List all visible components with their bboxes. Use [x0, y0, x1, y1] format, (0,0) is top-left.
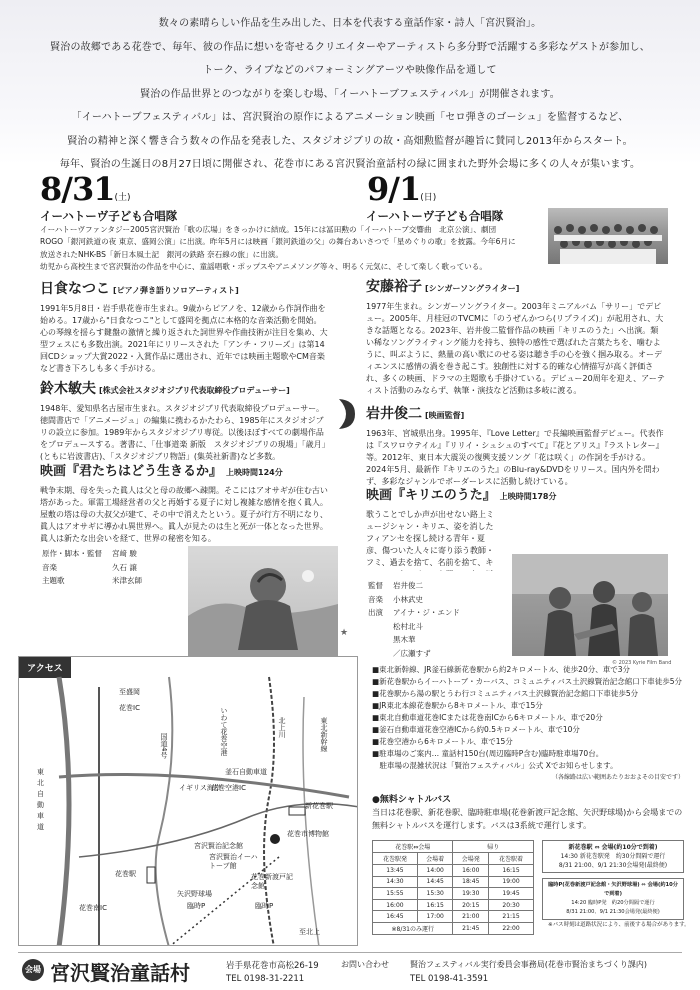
guest-ando — [366, 276, 666, 409]
intro-text — [18, 12, 682, 177]
timetable-cell: 15:55 — [373, 888, 418, 900]
timetable-cell: 19:00 — [489, 876, 534, 888]
movie-title: 映画『キリエのうた』 上映時間178分 — [366, 488, 557, 503]
intro-line: 数々の素晴らしい作品を生み出した、日本を代表する童話作家・詩人「宮沢賢治」。 — [158, 18, 542, 29]
venue-address: 岩手県花巻市高松26-19 — [226, 961, 319, 971]
timetable-cell: 16:15 — [417, 899, 453, 911]
timetable-cell: 17:00 — [417, 911, 453, 923]
timetable-cell: 22:00 — [489, 922, 534, 934]
timetable-cell: 14:00 — [417, 865, 453, 877]
map-label: 花巻新渡戸記念館 — [251, 873, 293, 890]
station-shinhanamaki — [289, 807, 305, 815]
movie-synopsis: 戦争末期、母を失った眞人は父と母の故郷へ疎開。そこにはアオサギが住む古い塔があった。軍需工場経営者の父と再婚する夏子に対し複雑な感情を抱く眞人。屋敷の塔は母の大叔父が建て、その中で消えたという。夏子が行方不明になり、眞人はアオサギに導かれ異世界へ。眞人が見たのは生と死が一体となった世界。眞人は新たな出会いを経て、世界の秘密を知る。 — [40, 486, 328, 543]
access-label: アクセス — [19, 657, 71, 678]
credit-name: ／広瀬すず — [393, 648, 431, 658]
venue-name: 宮沢賢治童話村 — [50, 961, 190, 985]
direction-item: ■新花巻駅からイーハトーブ・カーバス、コミュニティバス土沢線賢治記念館口下車徒歩5分 — [372, 677, 683, 686]
timetable-cell: 13:45 — [373, 865, 418, 877]
intro-line: 「イーハトーブフェスティバル」は、宮沢賢治の原作によるアニメーション映画「セロ弾きのゴーシュ」を監督するなど、 — [71, 112, 629, 123]
credit-role — [368, 634, 391, 646]
movie-title: 映画『君たちはどう生きるか』 上映時間124分 — [40, 464, 283, 479]
route-title: 臨時P(花巻新渡戸記念館・矢沢野球場) ⇔ 会場(約10分で到着) — [548, 882, 678, 897]
map-label: 花巻南IC — [79, 904, 107, 912]
choir-line: 幼児から高校生まで宮沢賢治の作品を中心に、童謡唱歌・ポップスやアニメソング等々、明るく元気に、そして楽しく歌っている。 — [40, 262, 487, 272]
map-label: イギリス海岸 — [179, 784, 221, 792]
direction-item: ■東北新幹線、JR釜石線新花巻駅から約2キロメートル、徒歩20分、車で3分 — [372, 665, 630, 674]
direction-item: 駐車場の混雑状況は「賢治フェスティバル」公式 Xでお知らせします。 — [372, 761, 618, 770]
intro-line: 賢治の故郷である花巻で、毎年、彼の作品に想いを寄せるクリエイターやアーティストら多分野で活躍する多彩なゲストが参加し、 — [50, 41, 650, 53]
day2-choir-title: イーハトーヴ子ども合唱隊 — [366, 209, 504, 223]
credit-role: 音楽 — [42, 562, 57, 572]
intro-line: 毎年、賢治の生誕日の8月27日頃に開催され、花巻市にある宮沢賢治童話村の緑に囲まれた野外会場に多くの人々が集います。 — [59, 159, 641, 170]
timetable-cell: 20:30 — [489, 899, 534, 911]
map-label: 矢沢野球場 — [177, 890, 212, 898]
choir-description — [40, 224, 516, 274]
timetable-cell: 14:30 — [373, 876, 418, 888]
day1-date: 8/31(土) — [40, 170, 131, 208]
intro-line: 賢治の精神と深く響き合う数々の作品を発表した、スタジオジブリの故・高畑勲監督が趣旨に賛同し2013年からスタート。 — [67, 135, 633, 147]
shuttle-description: 当日は花巻駅、新花巻駅、臨時駐車場(花巻新渡戸記念館、矢沢野球場)から会場までの無料シャトルバスを運行します。バスは3系統で運行します。 — [372, 808, 683, 830]
venue-badge: 会場 — [22, 959, 44, 981]
timetable-cell: 21:00 — [453, 911, 489, 923]
guest-name: 日食なつこ [ピアノ弾き語りソロアーティスト] — [40, 281, 239, 297]
timetable-cell: 19:45 — [489, 888, 534, 900]
map-label: 東北新幹線 — [320, 717, 328, 752]
movie2-copyright: © 2023 Kyrie Film Band — [612, 660, 672, 666]
intro-line: トーク、ライブなどのパフォーミングアーツや映像作品を通して — [203, 65, 497, 76]
timetable-cell: 21:15 — [489, 911, 534, 923]
venue-marker — [270, 834, 280, 844]
credit-role: 原作・脚本・監督 — [42, 549, 102, 558]
map-label: 釜石自動車道 — [225, 768, 267, 776]
guest-bio: 1963年、宮城県出身。1995年、『Love Letter』で長編映画監督デビュー。代表作は『スワロウテイル』『リリイ・シュシュのすべて』『花とアリス』『ラストレター』等。2012年、東日本大震災の復興支援ソング「花は咲く」の作詞を手がける。2024年5月、最新作『キリエのうた』のBlu-ray&DVDをリリース。国内外を問わず、多彩なジャンルでボーダーレスに活動し続けている。 — [366, 429, 664, 486]
shuttle-route-parking — [542, 878, 684, 920]
inquiry-label: お問い合わせ — [341, 960, 389, 969]
footer — [18, 952, 682, 988]
credit-name: アイナ・ジ・エンド — [393, 608, 460, 617]
timetable-cell: 20:15 — [453, 899, 489, 911]
credit-name: 松村北斗 — [393, 621, 423, 631]
shuttle-timetable — [372, 840, 534, 935]
map-label: 至北上 — [299, 928, 320, 936]
credit-role: 監督 — [368, 581, 383, 590]
map-label: 臨時P — [187, 902, 206, 910]
timetable-cell: 16:00 — [373, 899, 418, 911]
credit-role: 音楽 — [368, 594, 383, 604]
movie2-still-illustration — [512, 554, 668, 656]
timetable-subheader: 花巻駅発 — [373, 853, 418, 865]
timetable-header: 花巻駅⇔会場 — [373, 841, 453, 853]
choir-photo-figures — [548, 208, 668, 264]
guest-name: 鈴木敏夫 [株式会社スタジオジブリ代表取締役プロデューサー] — [40, 381, 290, 397]
map-label: 北上川 — [278, 717, 286, 738]
timetable-cell: 19:30 — [453, 888, 489, 900]
timetable-cell: 16:45 — [373, 911, 418, 923]
timetable-cell: 14:45 — [417, 876, 453, 888]
credit-name: 久石 譲 — [112, 562, 137, 572]
timetable-cell: 16:15 — [489, 865, 534, 877]
star-icon: ★ — [340, 628, 349, 638]
timetable-cell: ※8/31のみ運行 — [373, 922, 453, 934]
choir-line: 放送されたNHK-BS「新日本風土記 銀河の鉄路 奈石線の旅」に出演。 — [40, 249, 283, 259]
credit-name: 黒木華 — [393, 635, 416, 644]
guest-bio: 1948年、愛知県名古屋市生まれ。スタジオジブリ代表取締役プロデューサー。徳間書店で「アニメージュ」の編集に携わるかたわら、1985年にスタジオジブリの設立に参加。1989年からスタジオジブリ専従。以後ほぼすべての劇場作品をプロデュースする。著書に、「仕事道楽 新版 スタジオジブリの現場」「歳月」(ともに岩波書店)、「スタジオジブリ物語」(集英社新書)など多数。 — [40, 404, 326, 461]
credit-name: 宮﨑 駿 — [112, 549, 137, 558]
access-directions — [372, 664, 684, 784]
map-label: 宮沢賢治イーハトーブ館 — [209, 853, 258, 870]
venue-tel: TEL 0198-31-2211 — [226, 974, 305, 984]
map-label: 花巻IC — [119, 704, 140, 712]
movie1-still-illustration — [188, 546, 338, 656]
guest-bio: 1991年5月8日・岩手県花巻市生まれ。9歳からピアノを、12歳から作詞作曲を始める。17歳から"日食なつこ"として盛岡を拠点に本格的な音楽活動を開始。心の琴線を揺らす鍵盤の激情と繰り返された詞世界や作曲技術が注目を集め、大型フェスにも多数出演。2021年にリリースされた「アンチ・フリーズ」は第14回CDショップ大賞2022・入賞作品に選出され、近年では映画主題歌やCM音楽など書き下ろしも多く手がける。 — [40, 304, 328, 373]
direction-note: （各線路は広い範囲あたりおおよその目安です） — [551, 774, 684, 781]
credit-role — [368, 621, 391, 633]
inquiry-office: 賢治フェスティバル実行委員会事務局(花巻市賢治まちづくり課内) — [410, 960, 647, 969]
timetable-cell: 16:00 — [453, 865, 489, 877]
route-detail: 14:20 臨時P発 約20分間隔で運行 — [571, 900, 655, 906]
guest-name: 岩井俊二 [映画監督] — [366, 406, 465, 422]
timetable-header: 帰り — [453, 841, 534, 853]
map-label: 花巻空港IC — [211, 784, 246, 792]
guest-name: 安藤裕子 [シンガーソングライター] — [366, 279, 520, 295]
movie1-credits — [40, 546, 152, 589]
choir-photo — [548, 208, 668, 264]
day2-date: 9/1(日) — [367, 170, 437, 208]
map-label: 国道4号 — [160, 733, 168, 759]
credit-name: 岩井俊二 — [393, 581, 423, 590]
timetable-subheader: 会場発 — [453, 853, 489, 865]
timetable-cell: 15:30 — [417, 888, 453, 900]
timetable-cell: 21:45 — [453, 922, 489, 934]
guest-suzuki — [40, 378, 328, 465]
shuttle-title: ●無料シャトルバス — [372, 795, 452, 805]
credit-role: 主題歌 — [42, 576, 65, 585]
station-hanamaki — [147, 867, 155, 883]
moon-icon — [333, 398, 355, 430]
map-label: いわて花巻空港 — [220, 707, 228, 756]
intro-line: 賢治の作品世界とのつながりを楽しむ場、「イーハトーブフェスティバル」が開催されます。 — [140, 88, 560, 100]
timetable-cell: 18:45 — [453, 876, 489, 888]
direction-item: ■花巻駅から湯の駅とうわ行コミュニティバス土沢線賢治記念館口下車徒歩5分 — [372, 689, 639, 698]
movie-synopsis: 歌うことでしか声が出せない路上ミュージシャン・キリエ、姿を消したフィアンセを探し続ける青年・夏彦、傷ついた人々に寄り添う教師・フミ、過去を捨て、名前を捨て、キ — [366, 510, 494, 567]
movie1-still — [188, 546, 338, 656]
guest-bio: 1977年生まれ。シンガーソングライター。2003年ミニアルバム「サリー」でデビュー。2005年、月桂冠のTVCMに「のうぜんかつら(リプライズ)」が起用され、大きな話題となる。2023年、岩井俊二監督作品の映画「キリエのうた」へ出演。類い稀なソングライティング能力を持ち、独特の感性で選ばれた言葉たちを、噛むように、叫ぶように、熱量の高い歌にのせる姿は聴き手の心を強く掴み取る。オーディエンスに感情の渦を巻き起こす。独創性に対する的確な心情描写が高く評価され、多くの映画、ドラマの主題歌も手掛けている。デビュー20周年を迎え、アーティスト活動のみならず、執筆・演技など活動は多岐に渡る。 — [366, 302, 665, 395]
map-label: 至盛岡 — [119, 688, 140, 696]
map-label: 花巻市博物館 — [287, 830, 329, 838]
movie2-credits — [366, 578, 470, 661]
map-label: 花巻駅 — [115, 870, 136, 878]
shuttle-note: ※バス時刻は道路状況により、前後する場合があります。 — [548, 922, 690, 928]
guest-iwai — [366, 403, 666, 490]
shuttle-route-shinhanamaki — [542, 840, 684, 873]
direction-item: ■花巻空港から6キロメートル、車で15分 — [372, 737, 513, 746]
day1-choir-title: イーハトーヴ子ども合唱隊 — [40, 209, 178, 223]
timetable-subheader: 会場着 — [417, 853, 453, 865]
route-detail: 8/31 21:00、9/1 21:30会場発(最終便) — [558, 862, 668, 869]
direction-item: ■JR東北本線花巻駅から8キロメートル、車で15分 — [372, 701, 543, 710]
credit-name: 米津玄師 — [112, 576, 142, 585]
credit-role — [368, 648, 391, 660]
map-label: 東北自動車道 — [37, 768, 44, 831]
inquiry-tel: TEL 0198-41-3591 — [410, 974, 489, 984]
credit-role: 出演 — [368, 608, 383, 617]
movie-kimitachi — [40, 460, 328, 547]
credit-name: 小林武史 — [393, 594, 423, 604]
movie2-still — [512, 554, 668, 656]
route-detail: 8/31 21:00、9/1 21:30会場発(最終便) — [566, 909, 660, 915]
access-map — [18, 656, 358, 946]
choir-line: イーハトーヴファンタジー2005宮沢賢治「歌の広場」をきっかけに結成。15年には冨田勲の「イーハトーブ交響曲 北京公演」、劇団 — [40, 225, 497, 234]
guest-hishoku — [40, 278, 328, 377]
route-title: 新花巻駅 ⇔ 会場(約10分で到着) — [568, 844, 658, 851]
map-label: 宮沢賢治記念館 — [194, 842, 243, 850]
direction-item: ■東北自動車道花巻ICまたは花巻南ICから6キロメートル、車で20分 — [372, 713, 603, 722]
route-detail: 14:30 新花巻駅発 約30分間隔で運行 — [560, 853, 666, 860]
timetable-subheader: 花巻駅着 — [489, 853, 534, 865]
choir-line: ROGO「銀河鉄道の夜 東京、盛岡公演」に出演。昨年5月には映画「銀河鉄道の父」の舞台あいさつで「星めぐりの歌」を披露。今年6月に — [40, 237, 516, 247]
map-label: 新花巻駅 — [305, 802, 333, 810]
direction-item: ■釜石自動車道花巻空港ICから約0.5キロメートル、車で10分 — [372, 725, 580, 734]
map-label: 臨時P — [255, 902, 274, 910]
direction-item: ■駐車場のご案内… 童話村150台(周辺臨時P含む)臨時駐車場70台。 — [372, 749, 604, 758]
